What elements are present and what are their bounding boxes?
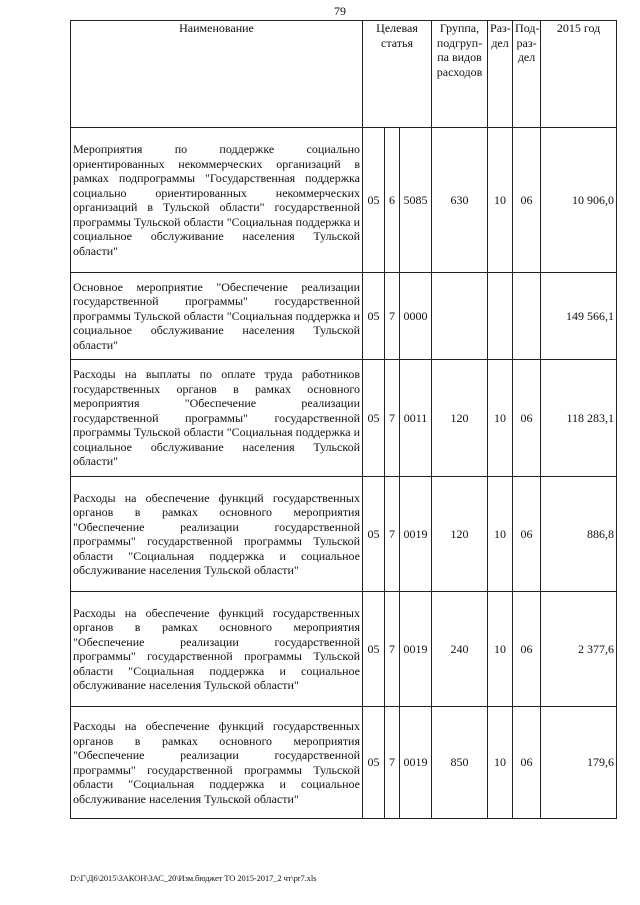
subsection: 06 <box>513 128 541 273</box>
row-name: Расходы на выплаты по оплате труда работников государственных органов в рамках основного мероприятия "Обеспечение реализации государственной программы" государственной программы Тульской области "Социальная поддержка и социальное обслуживание населения Тульской области" <box>71 360 363 477</box>
table-row <box>71 592 617 707</box>
section: 10 <box>488 360 513 477</box>
expense-group <box>432 273 488 360</box>
row-name: Расходы на обеспечение функций государственных органов в рамках основного мероприятия "Обеспечение реализации государственной программы" государственной программы Тульской области "Социальная поддержка и социальное обслуживание населения Тульской области" <box>71 592 363 707</box>
table-row <box>71 707 617 819</box>
amount: 118 283,1 <box>541 360 617 477</box>
expense-group: 240 <box>432 592 488 707</box>
amount: 179,6 <box>541 707 617 819</box>
header-group: Группа, подгруп-па видов расходов <box>432 21 488 128</box>
header-target-article: Целевая статья <box>363 21 432 128</box>
header-name: Наименование <box>71 21 363 128</box>
expense-group: 120 <box>432 360 488 477</box>
expense-group: 850 <box>432 707 488 819</box>
code-subprogram: 7 <box>385 707 400 819</box>
section: 10 <box>488 707 513 819</box>
header-row <box>71 21 617 128</box>
section: 10 <box>488 477 513 592</box>
code-direction: 5085 <box>400 128 432 273</box>
subsection: 06 <box>513 707 541 819</box>
code-subprogram: 7 <box>385 360 400 477</box>
budget-table <box>70 20 617 819</box>
section <box>488 273 513 360</box>
subsection: 06 <box>513 360 541 477</box>
amount: 149 566,1 <box>541 273 617 360</box>
expense-group: 630 <box>432 128 488 273</box>
header-subsection: Под-раз-дел <box>513 21 541 128</box>
page-number: 79 <box>334 4 346 18</box>
row-name: Расходы на обеспечение функций государственных органов в рамках основного мероприятия "Обеспечение реализации государственной программы" государственной программы Тульской области "Социальная поддержка и социальное обслуживание населения Тульской области" <box>71 707 363 819</box>
subsection: 06 <box>513 592 541 707</box>
code-direction: 0019 <box>400 477 432 592</box>
section: 10 <box>488 128 513 273</box>
subsection: 06 <box>513 477 541 592</box>
code-program: 05 <box>363 128 385 273</box>
table-row <box>71 477 617 592</box>
code-program: 05 <box>363 360 385 477</box>
amount: 2 377,6 <box>541 592 617 707</box>
code-subprogram: 7 <box>385 477 400 592</box>
row-name: Мероприятия по поддержке социально ориентированных некоммерческих организаций в рамках подпрограммы "Государственная поддержка социально ориентированных некоммерческих организаций в Тульской области" государственной программы Тульской области "Социальная поддержка и социальное обслуживание населения Тульской области" <box>71 128 363 273</box>
code-direction: 0000 <box>400 273 432 360</box>
table-row <box>71 360 617 477</box>
subsection <box>513 273 541 360</box>
amount: 10 906,0 <box>541 128 617 273</box>
code-direction: 0011 <box>400 360 432 477</box>
code-program: 05 <box>363 707 385 819</box>
amount: 886,8 <box>541 477 617 592</box>
file-path-footer: D:\Г\Д6\2015\ЗАКОН\ЗАС_20\Изм.бюджет ТО 2015-2017_2 чт\pr7.xls <box>70 873 317 883</box>
code-subprogram: 7 <box>385 273 400 360</box>
section: 10 <box>488 592 513 707</box>
table-row <box>71 273 617 360</box>
expense-group: 120 <box>432 477 488 592</box>
code-subprogram: 7 <box>385 592 400 707</box>
code-subprogram: 6 <box>385 128 400 273</box>
code-program: 05 <box>363 592 385 707</box>
code-program: 05 <box>363 273 385 360</box>
code-program: 05 <box>363 477 385 592</box>
row-name: Расходы на обеспечение функций государственных органов в рамках основного мероприятия "Обеспечение реализации государственной программы" государственной программы Тульской области "Социальная поддержка и социальное обслуживание населения Тульской области" <box>71 477 363 592</box>
code-direction: 0019 <box>400 592 432 707</box>
header-year: 2015 год <box>541 21 617 128</box>
header-section: Раз-дел <box>488 21 513 128</box>
table-row <box>71 128 617 273</box>
code-direction: 0019 <box>400 707 432 819</box>
row-name: Основное мероприятие "Обеспечение реализации государственной программы" государственной программы Тульской области "Социальная поддержка и социальное обслуживание населения Тульской области" <box>71 273 363 360</box>
